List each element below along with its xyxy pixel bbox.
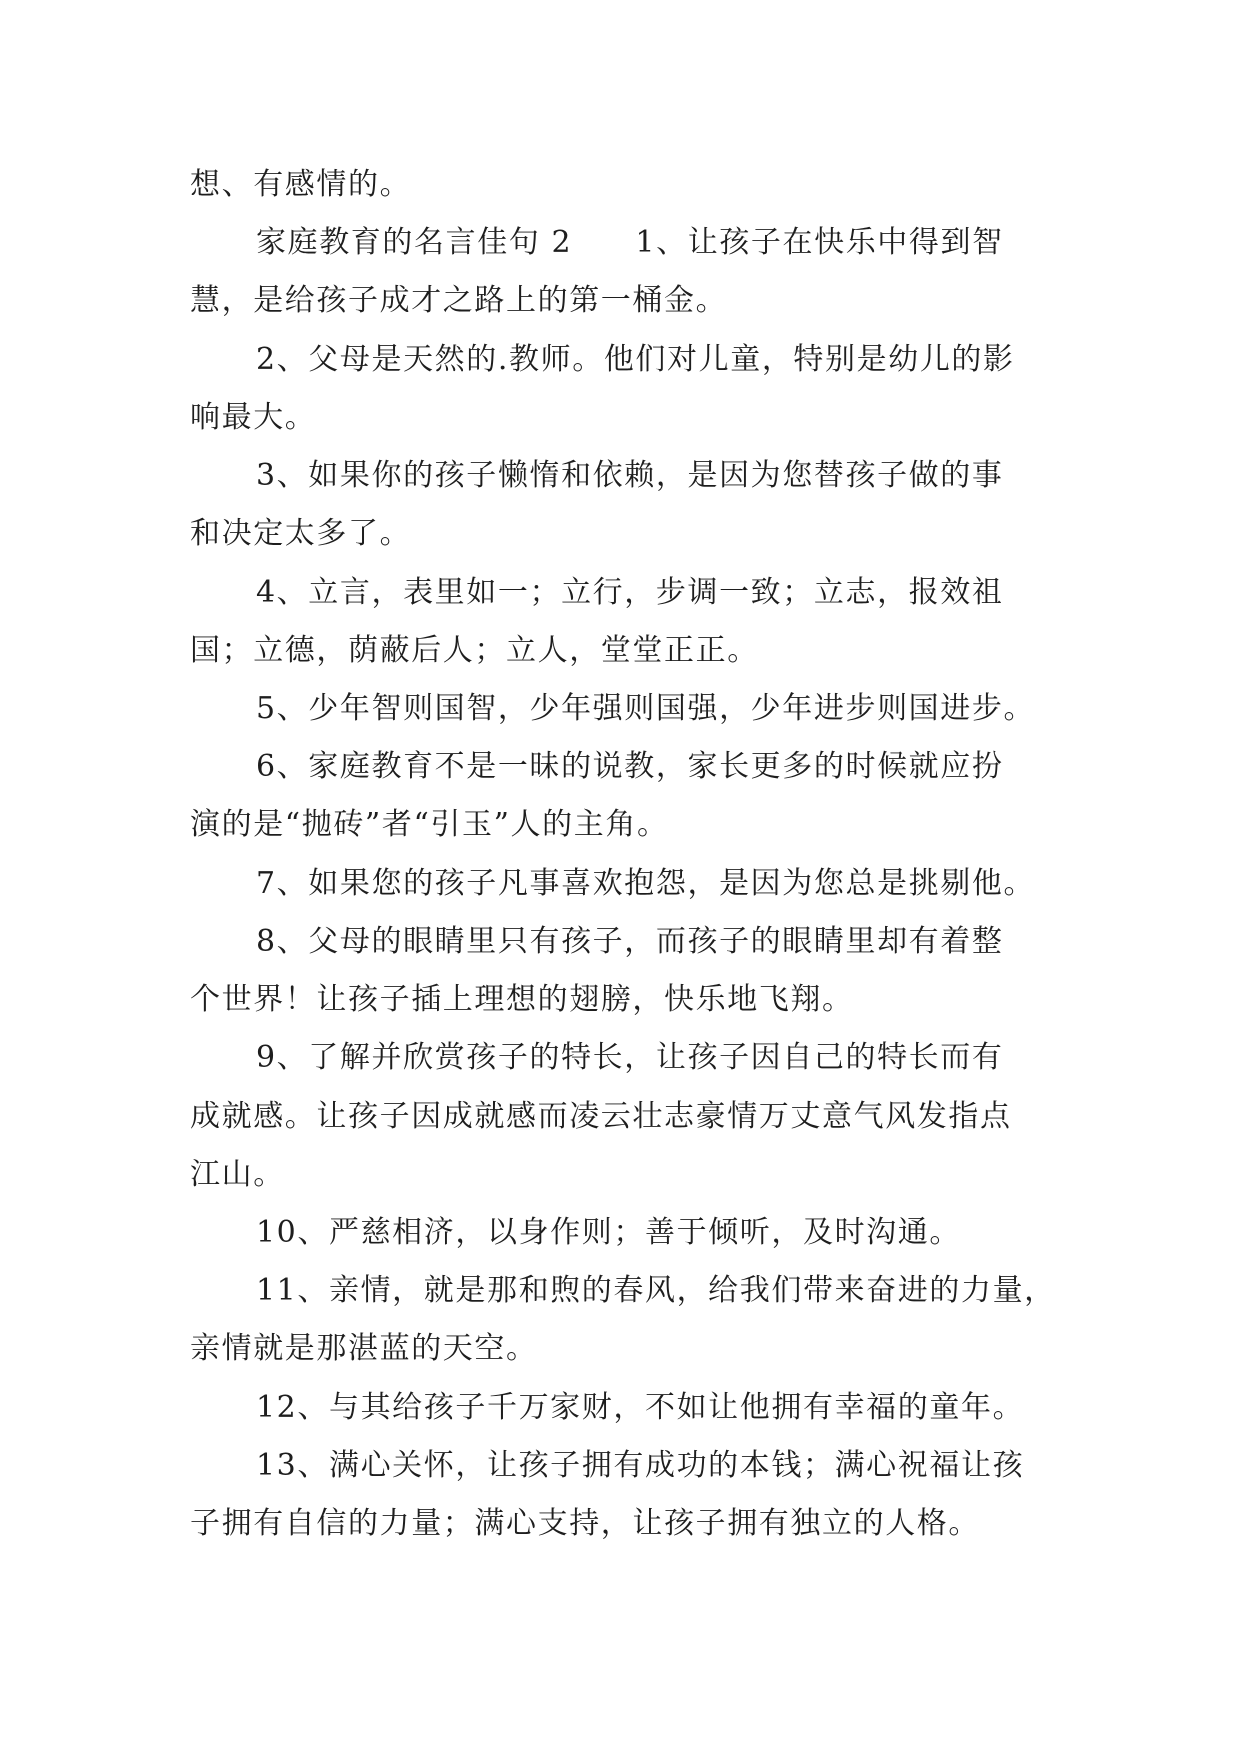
text-line: 3、如果你的孩子懒惰和依赖，是因为您替孩子做的事 xyxy=(256,458,1004,493)
text-line: 成就感。让孩子因成就感而凌云壮志豪情万丈意气风发指点 xyxy=(190,1099,1012,1134)
text-line: 7、如果您的孩子凡事喜欢抱怨，是因为您总是挑剔他。 xyxy=(256,866,1036,901)
text-line: 慧，是给孩子成才之路上的第一桶金。 xyxy=(190,283,728,318)
text-line: 5、少年智则国智，少年强则国强，少年进步则国进步。 xyxy=(256,691,1036,726)
text-line: 响最大。 xyxy=(190,400,317,435)
text-line: 子拥有自信的力量；满心支持，让孩子拥有独立的人格。 xyxy=(190,1506,980,1541)
text-line: 6、家庭教育不是一昧的说教，家长更多的时候就应扮 xyxy=(256,749,1004,784)
text-line: 个世界！让孩子插上理想的翅膀，快乐地飞翔。 xyxy=(190,982,854,1017)
text-line: 家庭教育的名言佳句 2 1、让孩子在快乐中得到智 xyxy=(256,225,1004,260)
text-line: 2、父母是天然的.教师。他们对儿童，特别是幼儿的影 xyxy=(256,342,1015,377)
text-line: 11、亲情，就是那和煦的春风，给我们带来奋进的力量， xyxy=(256,1273,1056,1308)
text-line: 10、严慈相济，以身作则；善于倾听，及时沟通。 xyxy=(256,1215,961,1250)
text-line: 演的是“抛砖”者“引玉”人的主角。 xyxy=(190,807,669,842)
text-line: 和决定太多了。 xyxy=(190,516,412,551)
text-line: 13、满心关怀，让孩子拥有成功的本钱；满心祝福让孩 xyxy=(256,1448,1025,1483)
text-line: 想、有感情的。 xyxy=(190,167,412,202)
text-line: 4、立言，表里如一；立行，步调一致；立志，报效祖 xyxy=(256,575,1004,610)
text-line: 国；立德，荫蔽后人；立人，堂堂正正。 xyxy=(190,633,759,668)
text-line: 江山。 xyxy=(190,1157,285,1192)
text-line: 8、父母的眼睛里只有孩子，而孩子的眼睛里却有着整 xyxy=(256,924,1004,959)
text-line: 亲情就是那湛蓝的天空。 xyxy=(190,1331,538,1366)
text-line: 12、与其给孩子千万家财，不如让他拥有幸福的童年。 xyxy=(256,1390,1025,1425)
text-line: 9、了解并欣赏孩子的特长，让孩子因自己的特长而有 xyxy=(256,1040,1004,1075)
